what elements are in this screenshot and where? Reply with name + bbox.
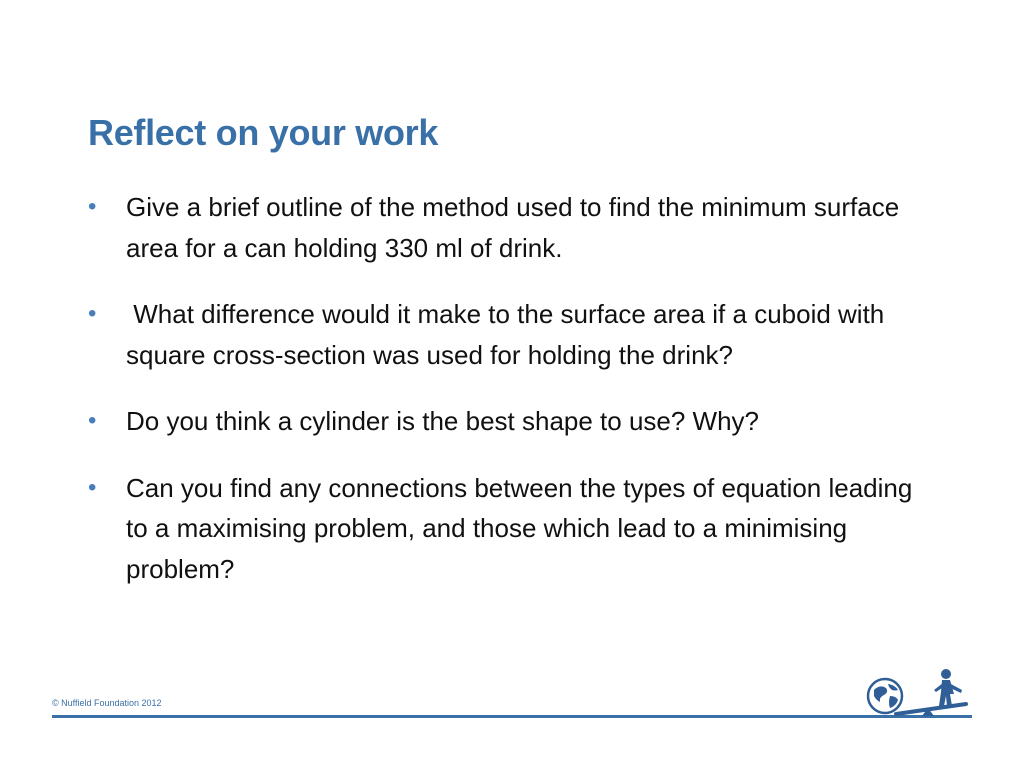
list-item: [88, 468, 918, 590]
bullet-text: Give a brief outline of the method used to find the minimum surface area for a can holding 330 ml of drink.: [126, 192, 900, 263]
bullet-marker: •: [88, 407, 97, 434]
bullet-marker: •: [88, 473, 97, 501]
slide-title: Reflect on your work: [88, 112, 439, 153]
list-item: [88, 401, 918, 442]
copyright-text: © Nuffield Foundation 2012: [52, 698, 162, 708]
bullet-text: Do you think a cylinder is the best shape to use? Why?: [126, 406, 760, 436]
bullet-marker: •: [88, 193, 97, 220]
footer-divider: [52, 715, 972, 718]
globe-seesaw-figure-icon: [860, 664, 976, 720]
list-item: [88, 187, 918, 268]
bullet-marker: •: [88, 300, 97, 327]
bullet-text: Can you find any connections between the types of equation leading to a maximising problem, and those which lead to a minimising problem?: [126, 472, 913, 584]
list-item: [88, 294, 918, 375]
bullet-list: [88, 187, 918, 615]
bullet-text: What difference would it make to the surface area if a cuboid with square cross-section was used for holding the drink?: [126, 299, 892, 370]
